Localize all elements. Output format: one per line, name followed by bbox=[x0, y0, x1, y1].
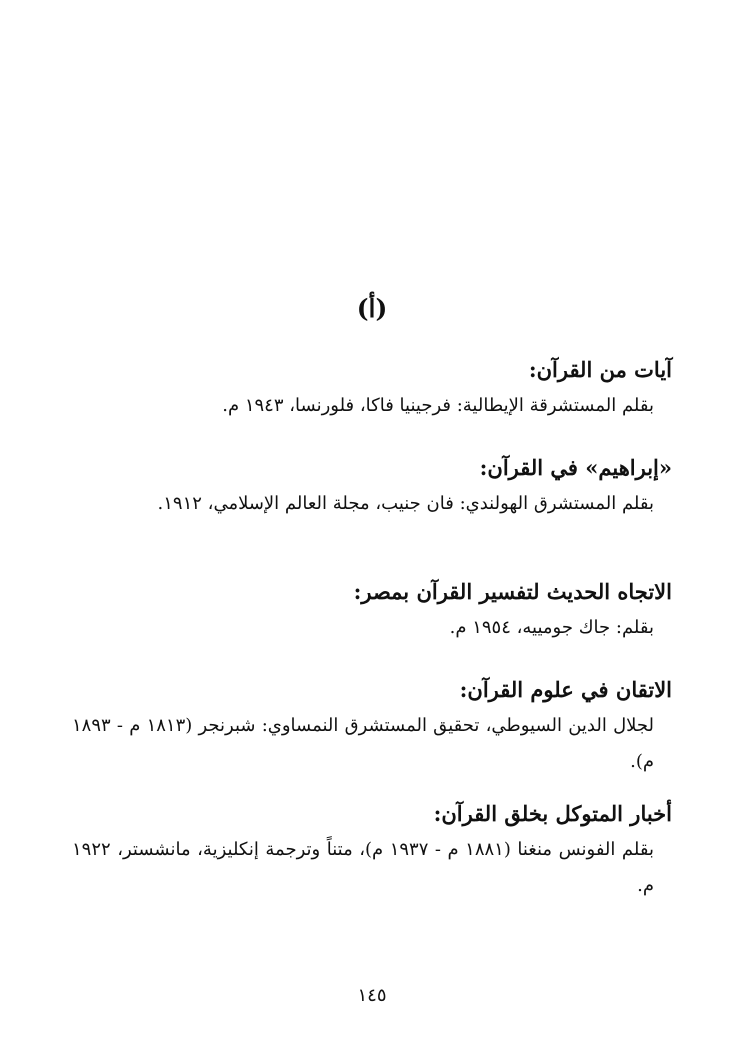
entry-title: الاتقان في علوم القرآن: bbox=[459, 677, 672, 702]
entry-body: بقلم المستشرقة الإيطالية: فرجينيا فاكا، فلورنسا، ١٩٤٣ م. bbox=[222, 395, 654, 416]
entry-body: بقلم الفونس منغنا (١٨٨١ م - ١٩٣٧ م)، متناً وترجمة إنكليزية، مانشستر، ١٩٢٢ م. bbox=[72, 839, 654, 896]
bibliography-entry bbox=[72, 796, 672, 904]
entry-title: أخبار المتوكل بخلق القرآن: bbox=[433, 801, 672, 826]
entry-body: بقلم: جاك جومييه، ١٩٥٤ م. bbox=[449, 617, 654, 638]
page-number: ١٤٥ bbox=[357, 985, 387, 1006]
bibliography-entry bbox=[72, 672, 672, 780]
entry-title: «إبراهيم» في القرآن: bbox=[479, 455, 672, 480]
section-heading: (أ) bbox=[356, 294, 388, 323]
entry-body: بقلم المستشرق الهولندي: فان جنيب، مجلة العالم الإسلامي، ١٩١٢. bbox=[157, 493, 654, 514]
entry-title: الاتجاه الحديث لتفسير القرآن بمصر: bbox=[353, 579, 672, 604]
bibliography-entry bbox=[72, 352, 672, 424]
entry-body: لجلال الدين السيوطي، تحقيق المستشرق النمساوي: شبرنجر (١٨١٣ م - ١٨٩٣ م). bbox=[72, 715, 654, 772]
bibliography-entry bbox=[72, 450, 672, 522]
bibliography-entry bbox=[72, 574, 672, 646]
entry-title: آيات من القرآن: bbox=[528, 357, 672, 382]
